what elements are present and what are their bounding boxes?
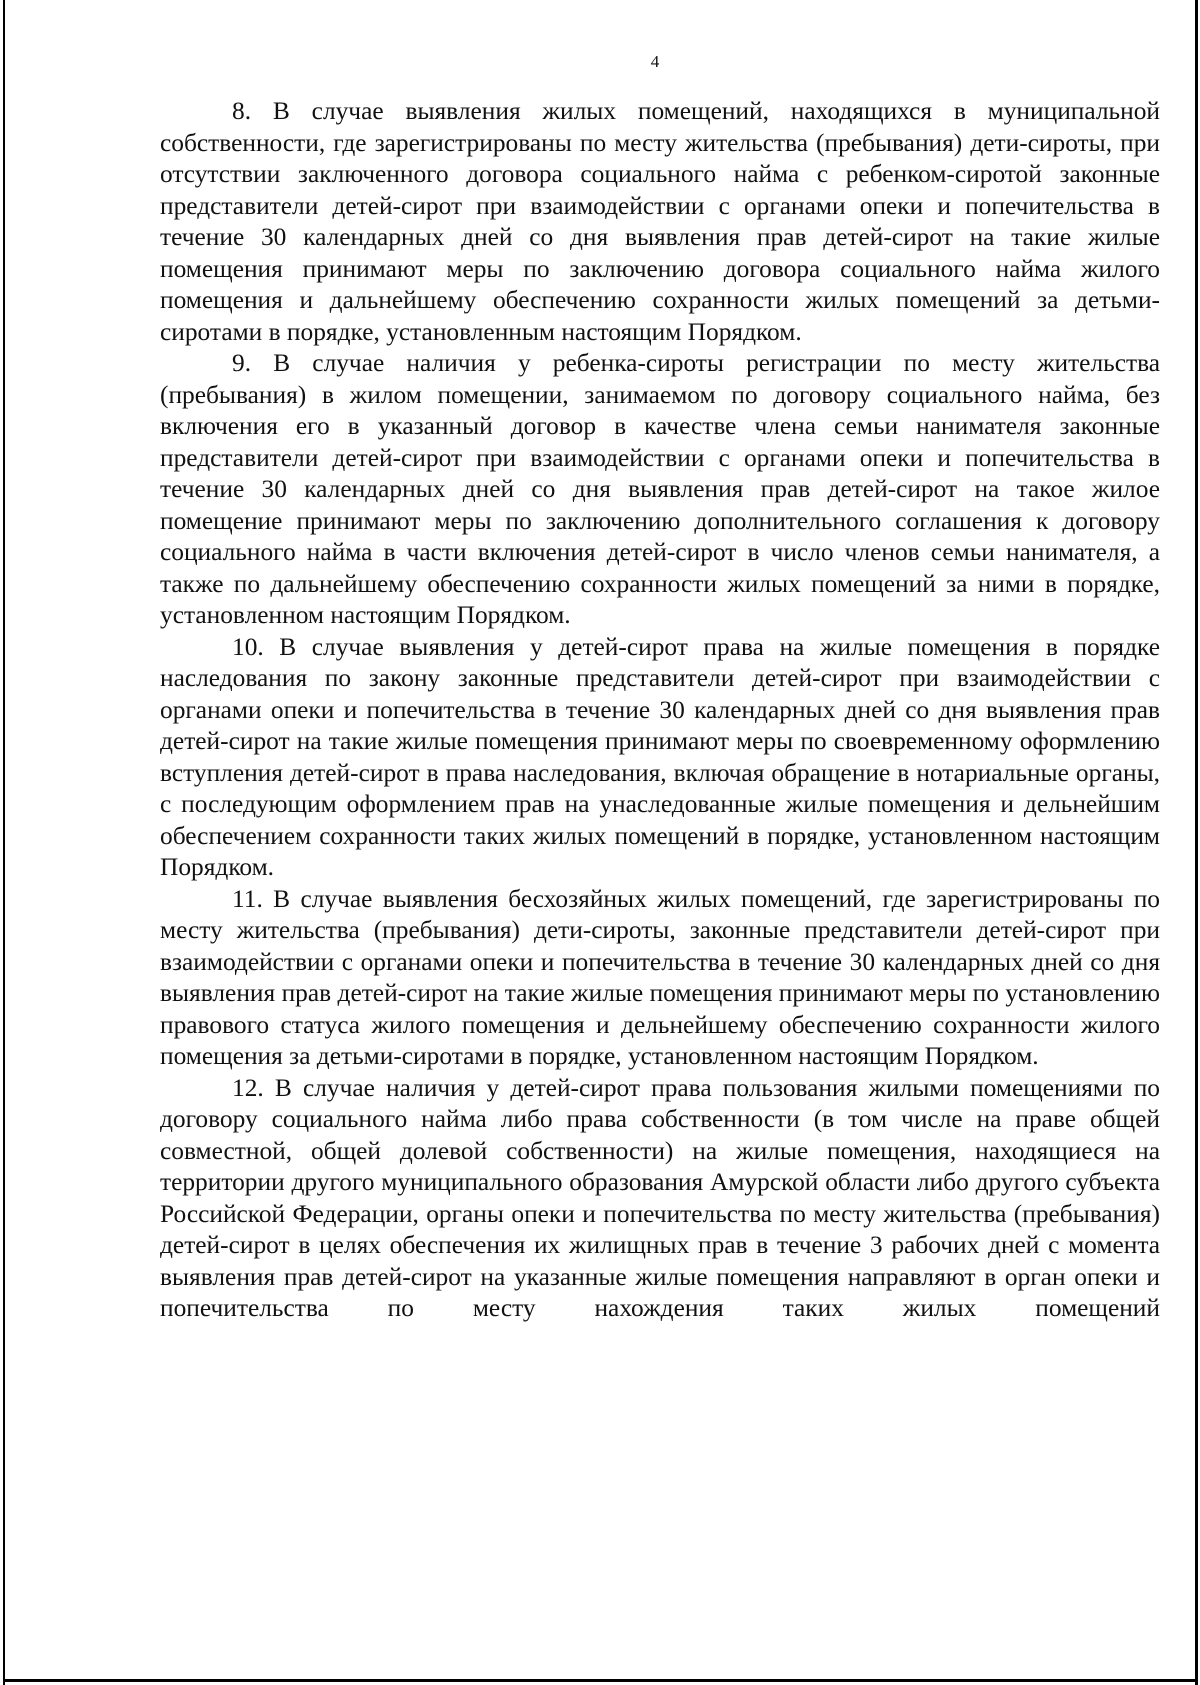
paragraph-9: 9. В случае наличия у ребенка-сироты регистрации по месту жительства (пребывания) в жилом помещении, занимаемом по договору социального найма, без включения его в указанный договор в качестве члена семьи нанимателя законные представители детей-сирот при взаимодействии с органами опеки и попечительства в течение 30 календарных дней со дня выявления прав детей-сирот на такое жилое помещение принимают меры по заключению дополнительного соглашения к договору социального найма в части включения детей-сирот в число членов семьи нанимателя, а также по дальнейшему обеспечению сохранности жилых помещений за ними в порядке, установленном настоящим Порядком. [160,349,1160,629]
paragraph-11: 11. В случае выявления бесхозяйных жилых помещений, где зарегистрированы по месту жительства (пребывания) дети-сироты, законные представители детей-сирот при взаимодействии с органами опеки и попечительства в течение 30 календарных дней со дня выявления прав детей-сирот на такие жилые помещения принимают меры по установлению правового статуса жилого помещения и дельнейшему обеспечению сохранности жилого помещения за детьми-сиротами в порядке, установленном настоящим Порядком. [160,884,1160,1070]
scan-bottom-edge [3,1679,1198,1682]
scan-right-edge [1195,0,1198,1685]
paragraph-12: 12. В случае наличия у детей-сирот права пользования жилыми помещениями по договору социального найма либо права собственности (в том числе на праве общей совместной, общей долевой собственности) на жилые помещения, находящиеся на территории другого муниципального образования Амурской области либо другого субъекта Российской Федерации, органы опеки и попечительства по месту жительства (пребывания) детей-сирот в целях обеспечения их жилищных прав в течение 3 рабочих дней с момента выявления прав детей-сирот на указанные жилые помещения направляют в орган опеки и попечительства по месту нахождения таких жилых помещений [160,1073,1160,1322]
page-number: 4 [650,52,660,71]
document-body [160,96,1160,1325]
paragraph-8: 8. В случае выявления жилых помещений, находящихся в муниципальной собственности, где зарегистрированы по месту жительства (пребывания) дети-сироты, при отсутствии заключенного договора социального найма с ребенком-сиротой законные представители детей-сирот при взаимодействии с органами опеки и попечительства в течение 30 календарных дней со дня выявления прав детей-сирот на такие жилые помещения принимают меры по заключению договора социального найма жилого помещения и дальнейшему обеспечению сохранности жилых помещений за детьми-сиротами в порядке, установленным настоящим Порядком. [160,97,1160,346]
paragraph-10: 10. В случае выявления у детей-сирот права на жилые помещения в порядке наследования по закону законные представители детей-сирот при взаимодействии с органами опеки и попечительства в течение 30 календарных дней со дня выявления прав детей-сирот на такие жилые помещения принимают меры по своевременному оформлению вступления детей-сирот в права наследования, включая обращение в нотариальные органы, с последующим оформлением прав на унаследованные жилые помещения и дельнейшим обеспечением сохранности таких жилых помещений в порядке, установленном настоящим Порядком. [160,632,1160,881]
scan-left-edge [3,0,5,1685]
